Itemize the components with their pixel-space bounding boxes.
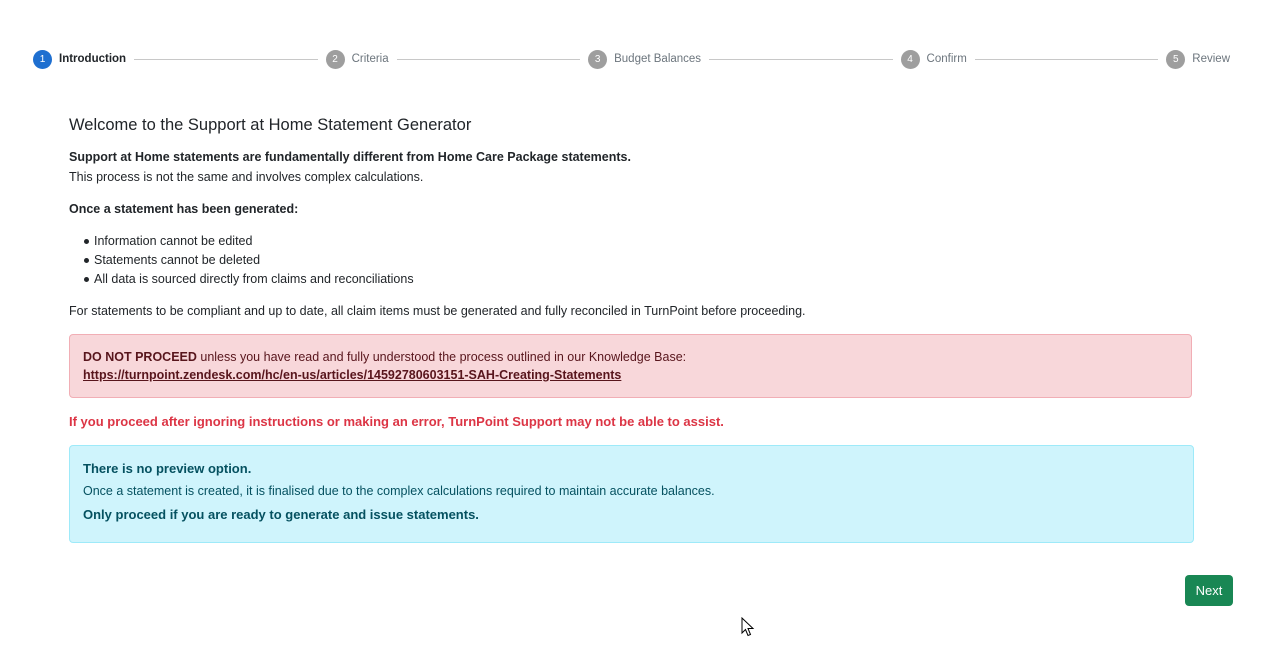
list-item: All data is sourced directly from claims and reconciliations [69,271,414,290]
step-label: Criteria [351,53,389,65]
intro-text: This process is not the same and involves complex calculations. [69,170,424,184]
step-number-badge: 3 [588,50,607,69]
step-review[interactable] [1166,50,1230,69]
page-title: Welcome to the Support at Home Statement Generator [69,116,472,134]
once-generated-heading: Once a statement has been generated: [69,202,299,216]
step-confirm[interactable] [901,50,967,69]
danger-alert-message [83,350,1178,364]
step-label: Confirm [926,53,967,65]
step-connector [975,59,1158,60]
step-number-badge: 1 [33,50,52,69]
list-item: Information cannot be edited [69,233,414,252]
consequence-list [69,233,414,290]
step-label: Review [1192,53,1231,65]
proceed-ready-text: Only proceed if you are ready to generate and issue statements. [83,507,479,522]
mouse-cursor-icon [741,617,755,637]
danger-alert-text: unless you have read and fully understood the process outlined in our Knowledge Base: [196,350,687,364]
compliance-text: For statements to be compliant and up to date, all claim items must be generated and fully reconciled in TurnPoint before proceeding. [69,304,806,318]
step-connector [134,59,317,60]
intro-bold-text: Support at Home statements are fundamentally different from Home Care Package statements. [69,150,631,164]
finalised-text: Once a statement is created, it is finalised due to the complex calculations required to maintain accurate balances. [83,484,715,498]
danger-alert [69,334,1192,398]
step-label: Budget Balances [614,53,702,65]
wizard-stepper [33,49,1230,69]
step-number-badge: 4 [901,50,920,69]
no-preview-heading: There is no preview option. [83,461,252,476]
info-alert [69,445,1194,543]
step-number-badge: 5 [1166,50,1185,69]
list-item: Statements cannot be deleted [69,252,414,271]
step-label: Introduction [59,53,127,65]
step-criteria[interactable] [326,50,389,69]
step-connector [397,59,580,60]
support-warning-text: If you proceed after ignoring instructions or making an error, TurnPoint Support may not be able to assist. [69,414,724,429]
knowledge-base-link[interactable]: https://turnpoint.zendesk.com/hc/en-us/articles/14592780603151-SAH-Creating-Statements [83,368,622,382]
next-button[interactable]: Next [1185,575,1233,606]
do-not-proceed-strong: DO NOT PROCEED [83,350,197,364]
step-number-badge: 2 [326,50,345,69]
step-introduction[interactable] [33,50,126,69]
step-connector [709,59,892,60]
step-budget-balances[interactable] [588,50,701,69]
